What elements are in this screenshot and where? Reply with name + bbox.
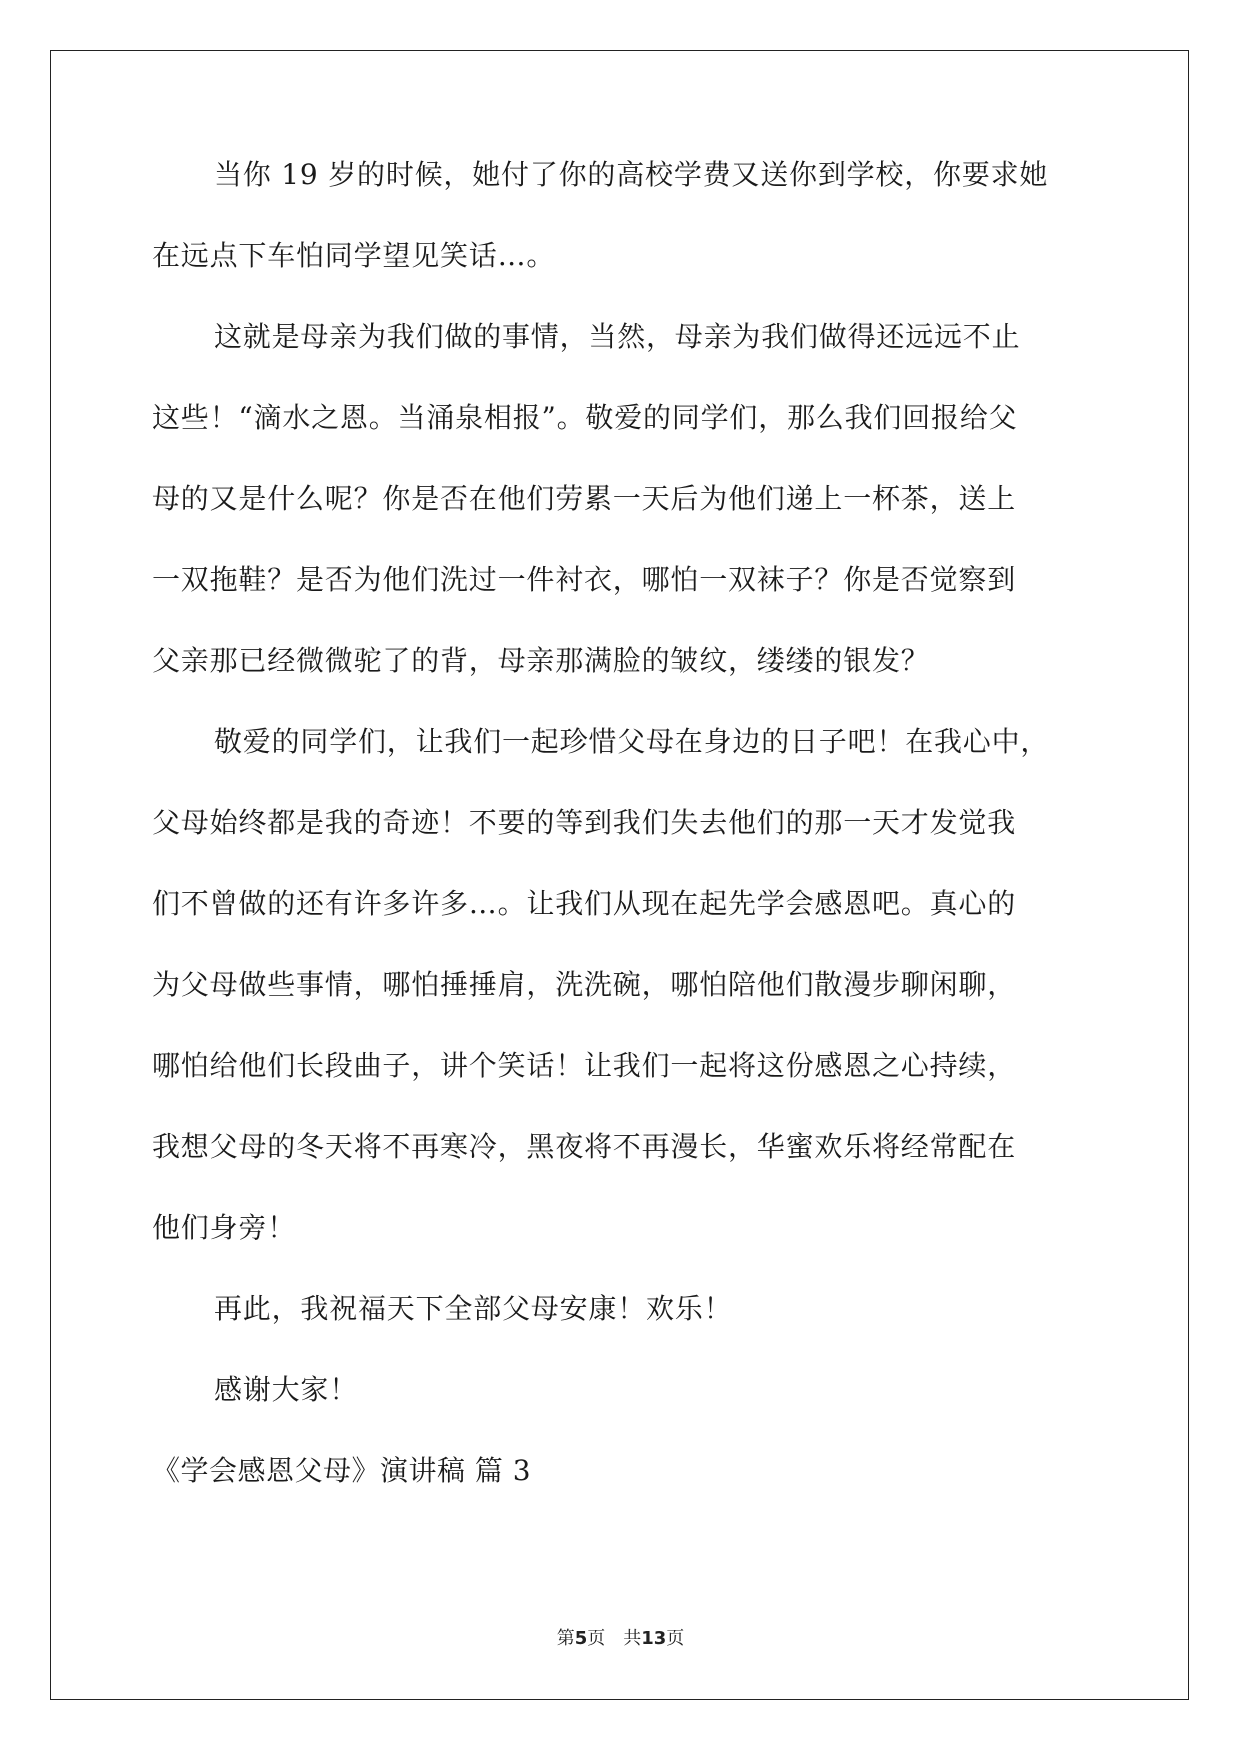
paragraph-line: 们不曾做的还有许多许多…。让我们从现在起先学会感恩吧。真心的 [152, 887, 1017, 920]
paragraph-line: 这些！“滴水之恩。当涌泉相报”。敬爱的同学们，那么我们回报给父 [152, 401, 1018, 434]
paragraph-line: 感谢大家！ [214, 1373, 359, 1406]
paragraph-line: 父亲那已经微微驼了的背，母亲那满脸的皱纹，缕缕的银发？ [152, 644, 930, 677]
page-footer [0, 1627, 1241, 1651]
total-pages: 13 [641, 1628, 667, 1649]
total-suffix: 页 [666, 1628, 685, 1649]
paragraph-line: 当你 19 岁的时候，她付了你的高校学费又送你到学校，你要求她 [214, 158, 1049, 191]
page-number: 5 [574, 1628, 588, 1649]
paragraph-line: 一双拖鞋？是否为他们洗过一件衬衣，哪怕一双袜子？你是否觉察到 [152, 563, 1017, 596]
document-body [152, 155, 1092, 1491]
page-suffix: 页 [587, 1628, 606, 1649]
page-prefix: 第 [556, 1628, 575, 1649]
section-heading: 《学会感恩父母》演讲稿 篇 3 [152, 1454, 532, 1487]
paragraph-line: 再此，我祝福天下全部父母安康！欢乐！ [214, 1292, 733, 1325]
paragraph-line: 在远点下车怕同学望见笑话…。 [152, 239, 556, 272]
total-prefix: 共 [623, 1628, 642, 1649]
paragraph-line: 哪怕给他们长段曲子，讲个笑话！让我们一起将这份感恩之心持续， [152, 1049, 1017, 1082]
paragraph-line: 父母始终都是我的奇迹！不要的等到我们失去他们的那一天才发觉我 [152, 806, 1017, 839]
paragraph-line: 敬爱的同学们，让我们一起珍惜父母在身边的日子吧！在我心中， [214, 725, 1050, 758]
paragraph-line: 我想父母的冬天将不再寒冷，黑夜将不再漫长，华蜜欢乐将经常配在 [152, 1130, 1017, 1163]
paragraph-line: 这就是母亲为我们做的事情，当然，母亲为我们做得还远远不止 [214, 320, 1021, 353]
paragraph-line: 他们身旁！ [152, 1211, 297, 1244]
paragraph-line: 母的又是什么呢？你是否在他们劳累一天后为他们递上一杯茶，送上 [152, 482, 1017, 515]
paragraph-line: 为父母做些事情，哪怕捶捶肩，洗洗碗，哪怕陪他们散漫步聊闲聊， [152, 968, 1017, 1001]
